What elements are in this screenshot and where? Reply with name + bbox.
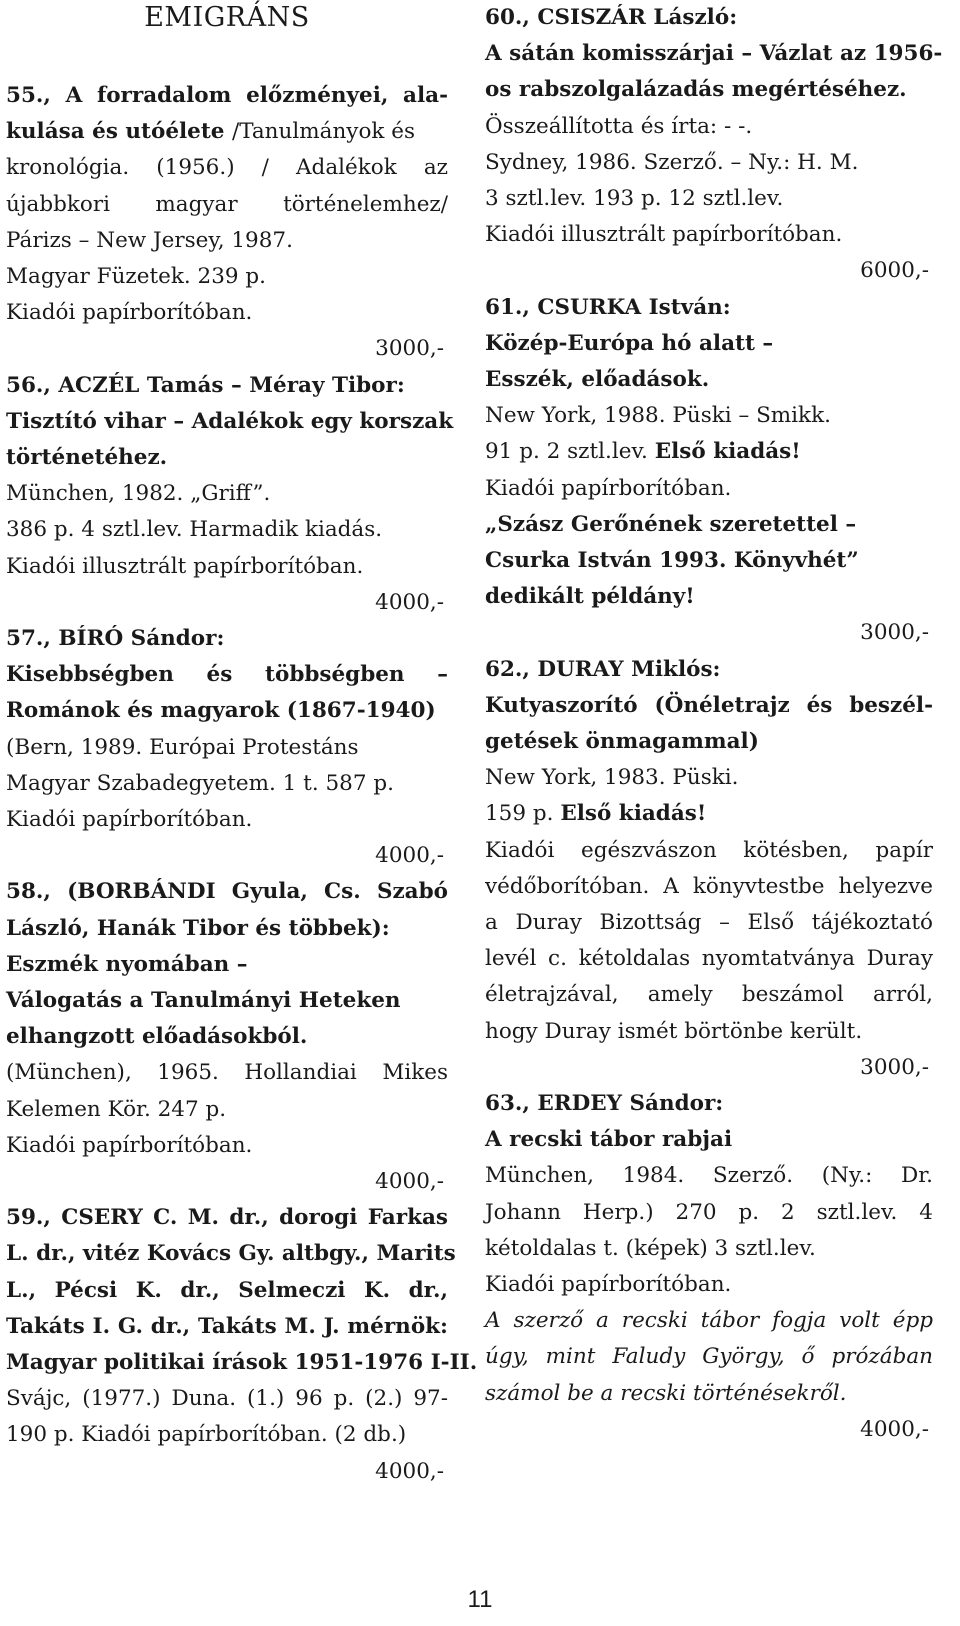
catalogue-line [6,1019,448,1055]
catalogue-line [485,1303,933,1339]
catalogue-line [6,476,448,512]
catalogue-line [485,796,933,832]
line-text: os rabszolgalázadás megértéséhez. [485,77,907,103]
catalogue-line [485,434,933,470]
catalogue-line [6,440,448,476]
line-text: New York, 1988. Püski – Smikk. [485,403,831,429]
line-text: 63., ERDEY Sándor: [485,1091,724,1116]
price: 4000,- [375,843,444,869]
line-text: 61., CSURKA István: [485,294,731,320]
line-text: Magyar Füzetek. 239 p. [6,264,267,289]
catalogue-line [485,326,933,362]
catalogue-line [485,1195,933,1231]
catalogue-line [485,181,933,217]
line-text: számol be a recski történésekről. [485,1380,847,1406]
price: 4000,- [375,589,444,615]
catalogue-line [485,1158,933,1194]
catalogue-line [6,1309,448,1345]
line-text: Eszmék nyomában – [6,951,248,977]
price-line [485,1050,933,1086]
catalogue-line [485,1122,933,1158]
price: 3000,- [860,1054,929,1080]
line-text: Johann Herp.) 270 p. 2 sztl.lev. 4 [485,1199,933,1225]
line-text: 60., CSISZÁR László: [485,5,738,30]
price: 4000,- [375,1169,444,1194]
line-text: Svájc, (1977.) Duna. (1.) 96 p. (2.) 97- [6,1386,448,1412]
catalogue-line [485,724,933,760]
catalogue-line [6,693,448,729]
line-text: kétoldalas t. (képek) 3 sztl.lev. [485,1235,816,1261]
page-header: EMIGRÁNS [144,2,310,33]
price-line [485,615,933,651]
line-text: A szerző a recski tábor fogja volt épp [485,1308,933,1334]
line-text: úgy, mint Faludy György, ő prózában [485,1344,933,1370]
line-text: 59., CSERY C. M. dr., dorogi Farkas [6,1205,448,1231]
catalogue-line [485,507,933,543]
line-text: L. dr., vitéz Kovács Gy. altbgy., Marits [6,1241,456,1267]
line-text: Románok és magyarok (1867-1940) [6,698,436,724]
line-text: 55., A forradalom előzményei, ala- [6,83,448,108]
catalogue-line [485,145,933,181]
catalogue-line [6,1128,448,1164]
catalogue-line [485,471,933,507]
line-text: életrajzával, amely beszámol arról, [485,982,933,1008]
catalogue-line [6,1055,448,1091]
line-text: hogy Duray ismét börtönbe került. [485,1018,863,1044]
catalogue-line [485,652,933,688]
line-text: dedikált példány! [485,584,695,610]
line-text: getések önmagammal) [485,729,759,754]
catalogue-line [6,1092,448,1128]
price: 4000,- [860,1416,929,1442]
catalogue-line [6,621,448,657]
price-line [6,838,448,874]
line-text: Első kiadás! [560,801,707,827]
catalogue-line [6,766,448,802]
line-text: Közép-Európa hó alatt – [485,330,774,356]
catalogue-line [485,398,933,434]
catalogue-line [6,911,448,947]
line-text: Kiadói egészvászon kötésben, papír [485,837,933,863]
catalogue-line [6,549,448,585]
line-text: 386 p. 4 sztl.lev. Harmadik kiadás. [6,517,383,543]
line-text: Magyar politikai írások 1951-1976 I-II. [6,1350,478,1375]
catalogue-line [6,404,454,440]
line-text: (Bern, 1989. Európai Protestáns [6,734,359,760]
catalogue-line [6,114,448,150]
catalogue-line [485,905,933,941]
line-text: újabbkori magyar történelemhez/ [6,191,448,217]
line-text: Takáts I. G. dr., Takáts M. J. mérnök: [6,1313,448,1339]
price: 3000,- [860,620,929,646]
line-text: Válogatás a Tanulmányi Heteken [6,988,401,1013]
line-text: 190 p. Kiadói papírborítóban. (2 db.) [6,1422,407,1448]
line-text: Sydney, 1986. Szerző. – Ny.: H. M. [485,149,859,175]
catalogue-line [485,543,933,579]
catalogue-line [485,72,933,108]
catalogue-line [6,1381,448,1417]
catalogue-line [485,362,933,398]
line-text: Kiadói illusztrált papírborítóban. [485,222,843,248]
catalogue-line [485,217,933,253]
catalogue-line [6,295,448,331]
line-text: „Szász Gerőnének szeretettel – [485,511,857,537]
line-text: A recski tábor rabjai [485,1127,733,1153]
line-text: München, 1984. Szerző. (Ny.: Dr. [485,1163,933,1189]
catalogue-line [6,150,448,186]
line-text: Kiadói papírborítóban. [485,475,732,501]
price-line [6,331,448,367]
catalogue-line [6,1273,448,1309]
catalogue-line [6,512,448,548]
catalogue-line [6,1417,448,1453]
line-text: Párizs – New Jersey, 1987. [6,227,293,253]
line-text: 91 p. 2 sztl.lev. [485,439,655,465]
catalogue-line [485,941,933,977]
line-text: Kiadói illusztrált papírborítóban. [6,553,364,579]
catalogue-line [6,947,448,983]
page-number: 11 [467,1586,493,1613]
line-text: , ACZÉL Tamás – Méray Tibor: [43,372,405,398]
line-text: Kutyaszorító (Önéletrajz és beszél- [485,692,933,718]
line-text: Kiadói papírborítóban. [485,1272,732,1297]
catalogue-line [6,730,448,766]
catalogue-line [6,368,448,404]
price-line [485,1412,933,1448]
line-text: Esszék, előadások. [485,367,710,392]
line-text: 58., (BORBÁNDI Gyula, Cs. Szabó [6,879,448,905]
line-text: levél c. kétoldalas nyomtatványa Duray [485,946,933,972]
price: 3000,- [375,336,444,362]
line-text: New York, 1983. Püski. [485,765,739,791]
line-text: München, 1982. „Griff”. [6,481,271,507]
catalogue-line [6,1200,448,1236]
catalogue-line [485,1231,933,1267]
catalogue-line [6,78,448,114]
line-text: Kiadói papírborítóban. [6,1132,253,1158]
catalogue-line [485,688,933,724]
catalogue-line [485,109,933,145]
line-text: Kiadói papírborítóban. [6,300,253,326]
line-text: (München), 1965. Hollandiai Mikes [6,1060,448,1086]
catalogue-line [485,1339,933,1375]
catalogue-line [485,869,933,905]
line-text: Összeállította és írta: - -. [485,113,753,139]
line-text: Kisebbségben és többségben – [6,662,448,688]
line-text: Magyar Szabadegyetem. 1 t. 587 p. [6,770,394,796]
catalogue-line [485,579,933,615]
line-text: 159 p. [485,801,561,827]
price: 4000,- [375,1458,444,1484]
line-text: Kelemen Kör. 247 p. [6,1096,227,1122]
catalogue-line [6,1345,478,1381]
line-text: kulása és utóélete [6,119,232,145]
line-text: történetéhez. [6,445,168,470]
catalogue-line [6,657,448,693]
line-text: kronológia. (1956.) / Adalékok az [6,155,448,181]
line-text: elhangzott előadásokból. [6,1024,308,1050]
price-line [485,253,933,289]
catalogue-line [6,802,448,838]
catalogue-line [485,977,933,1013]
line-text: 3 sztl.lev. 193 p. 12 sztl.lev. [485,186,784,211]
line-text: Csurka István 1993. Könyvhét” [485,548,859,573]
catalogue-line [485,0,933,36]
price-line [6,1164,448,1200]
line-text: László, Hanák Tibor és többek): [6,915,390,941]
catalogue-line [6,187,448,223]
price-line [6,585,448,621]
catalogue-line [485,1376,933,1412]
catalogue-line [6,259,448,295]
catalogue-line [6,1236,456,1272]
catalogue-line [6,983,448,1019]
catalogue-line [485,760,933,796]
line-text: 56. [6,372,44,398]
catalogue-line [485,290,933,326]
line-text: Tisztító vihar – Adalékok egy korszak [6,408,454,434]
line-text: a Duray Bizottság – Első tájékoztató [485,910,933,935]
line-text: /Tanulmányok és [231,119,416,145]
line-text: védőborítóban. A könyvtestbe helyezve [485,873,933,899]
catalogue-line [485,36,943,72]
line-text: 62., DURAY Miklós: [485,656,721,682]
price: 6000,- [860,258,929,284]
price-line [6,1454,448,1490]
line-text: 57., BÍRÓ Sándor: [6,626,225,651]
catalogue-line [485,833,933,869]
line-text: L., Pécsi K. dr., Selmeczi K. dr., [6,1277,448,1303]
line-text: A sátán komisszárjai – Vázlat az 1956- [485,41,943,67]
line-text: Első kiadás! [654,439,801,465]
catalogue-line [485,1014,933,1050]
catalogue-line [485,1267,933,1303]
catalogue-line [485,1086,933,1122]
catalogue-line [6,874,448,910]
catalogue-line [6,223,448,259]
line-text: Kiadói papírborítóban. [6,807,253,832]
